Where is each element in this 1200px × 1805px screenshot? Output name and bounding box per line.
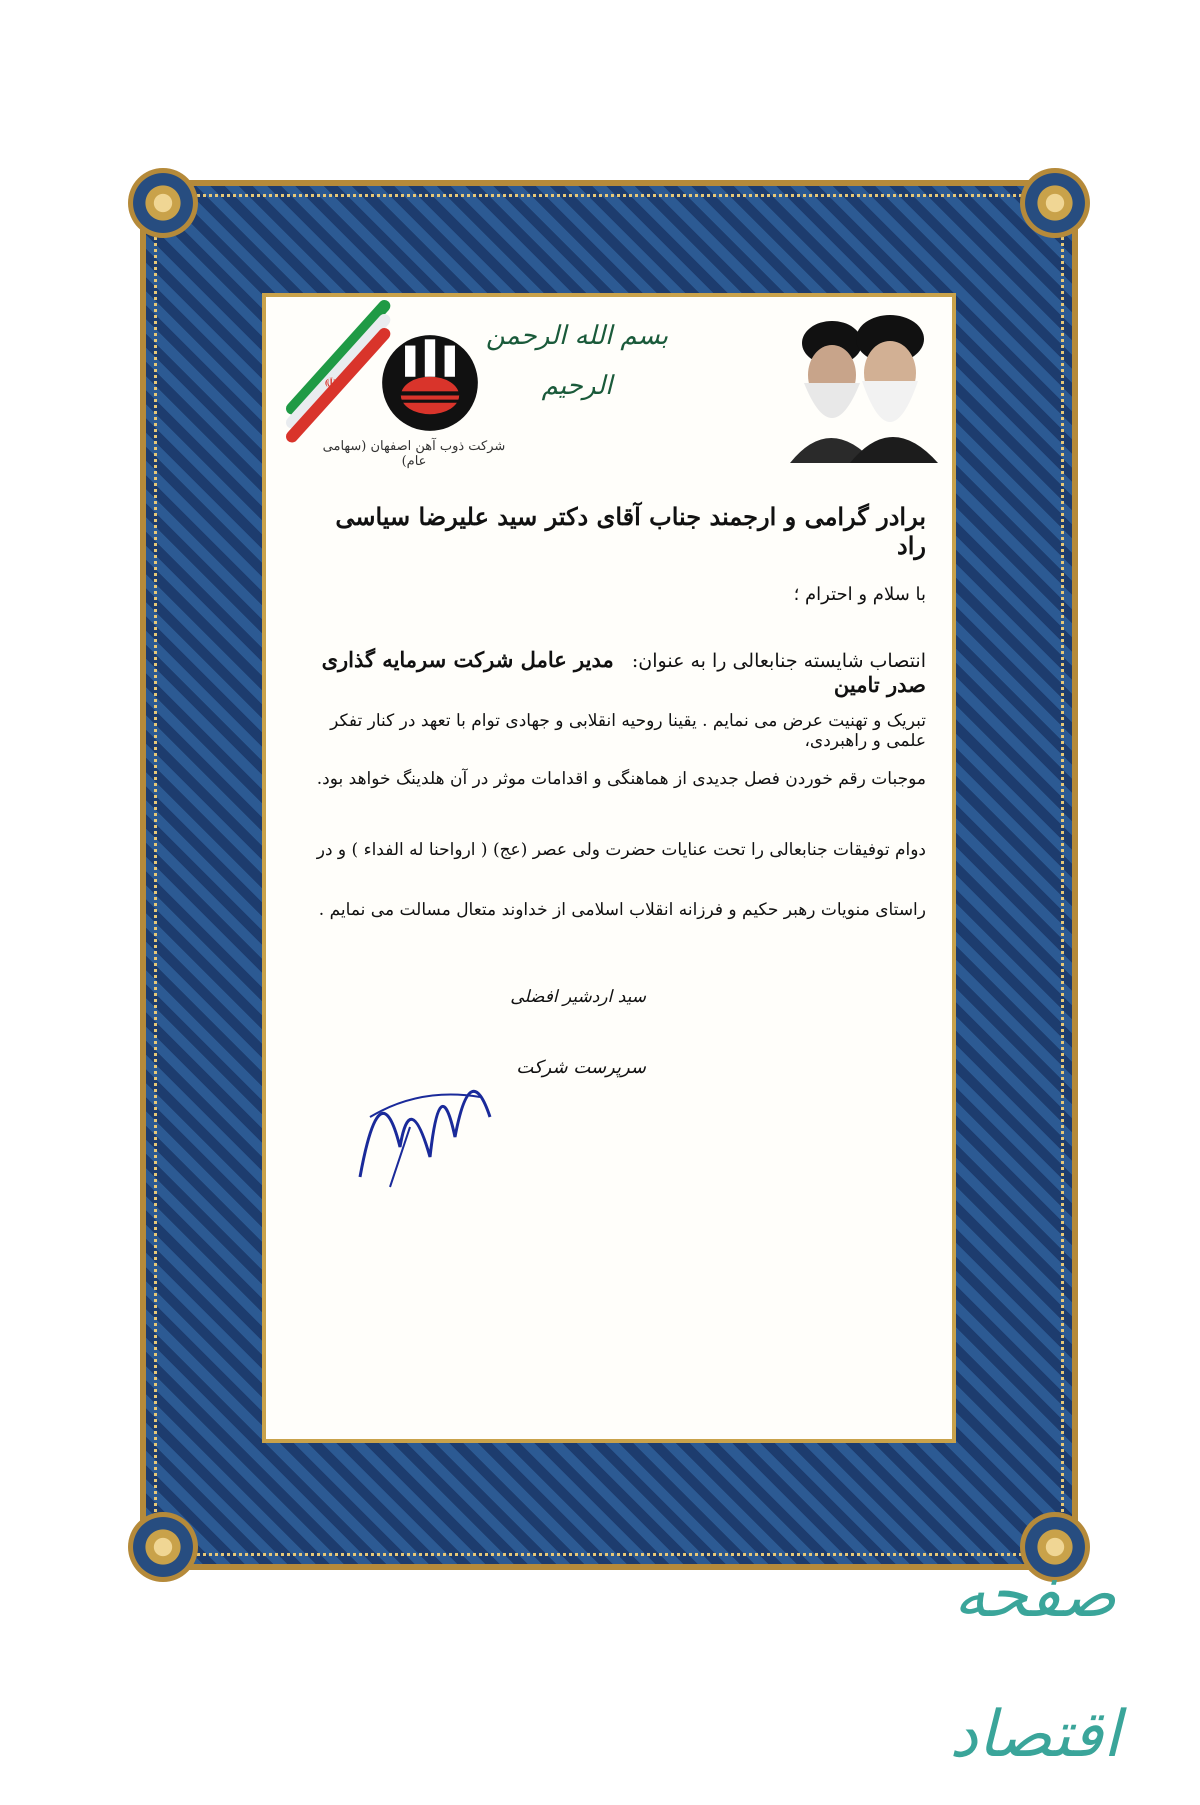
signer-name: سید اردشیر افضلی xyxy=(510,987,646,1007)
letter-paragraph: تبریک و تهنیت عرض می نمایم . یقینا روحیه انقلابی و جهادی توام با تعهد در کنار تفکر علمی و راهبردی، xyxy=(330,711,926,751)
letter-paragraph: راستای منویات رهبر حکیم و فرزانه انقلاب اسلامی از خداوند متعال مسالت می نمایم . xyxy=(318,900,926,920)
letter-salutation: برادر گرامی و ارجمند جناب آقای دکتر سید علیرضا سیاسی راد xyxy=(335,502,926,560)
letter-paragraph: موجبات رقم خوردن فصل جدیدی از هماهنگی و اقدامات موثر در آن هلدینگ خواهد بود. xyxy=(316,769,926,789)
watermark-logo: صفحه اقتصاد xyxy=(949,1558,1121,1772)
corner-ornament xyxy=(128,1512,198,1582)
flag-stripe-white xyxy=(284,312,393,432)
company-name: شرکت ذوب آهن اصفهان (سهامی عام) xyxy=(322,439,506,469)
portrait-photo xyxy=(780,303,940,463)
corner-ornament xyxy=(1020,168,1090,238)
handwritten-signature xyxy=(340,1027,510,1197)
iran-emblem-icon: ☫ xyxy=(324,374,339,393)
corner-ornament xyxy=(128,168,198,238)
letter-paper xyxy=(262,293,956,1443)
letter-paragraph: دوام توفیقات جنابعالی را تحت عنایات حضرت ولی عصر (عج) ( ارواحنا له الفداء ) و در xyxy=(316,840,926,860)
flag-stripe-red xyxy=(284,326,393,446)
flag-stripe-green xyxy=(284,298,393,418)
appointment-position: مدیر عامل شرکت سرمایه گذاری صدر تامین xyxy=(321,647,926,697)
appointment-line xyxy=(302,647,926,697)
letter-greeting: با سلام و احترام ؛ xyxy=(793,584,926,605)
signer-title: سرپرست شرکت xyxy=(516,1057,646,1078)
basmala-calligraphy: بسم الله الرحمن الرحیم xyxy=(485,321,669,401)
appointment-prefix: انتصاب شایسته جنابعالی را به عنوان: xyxy=(631,650,926,672)
